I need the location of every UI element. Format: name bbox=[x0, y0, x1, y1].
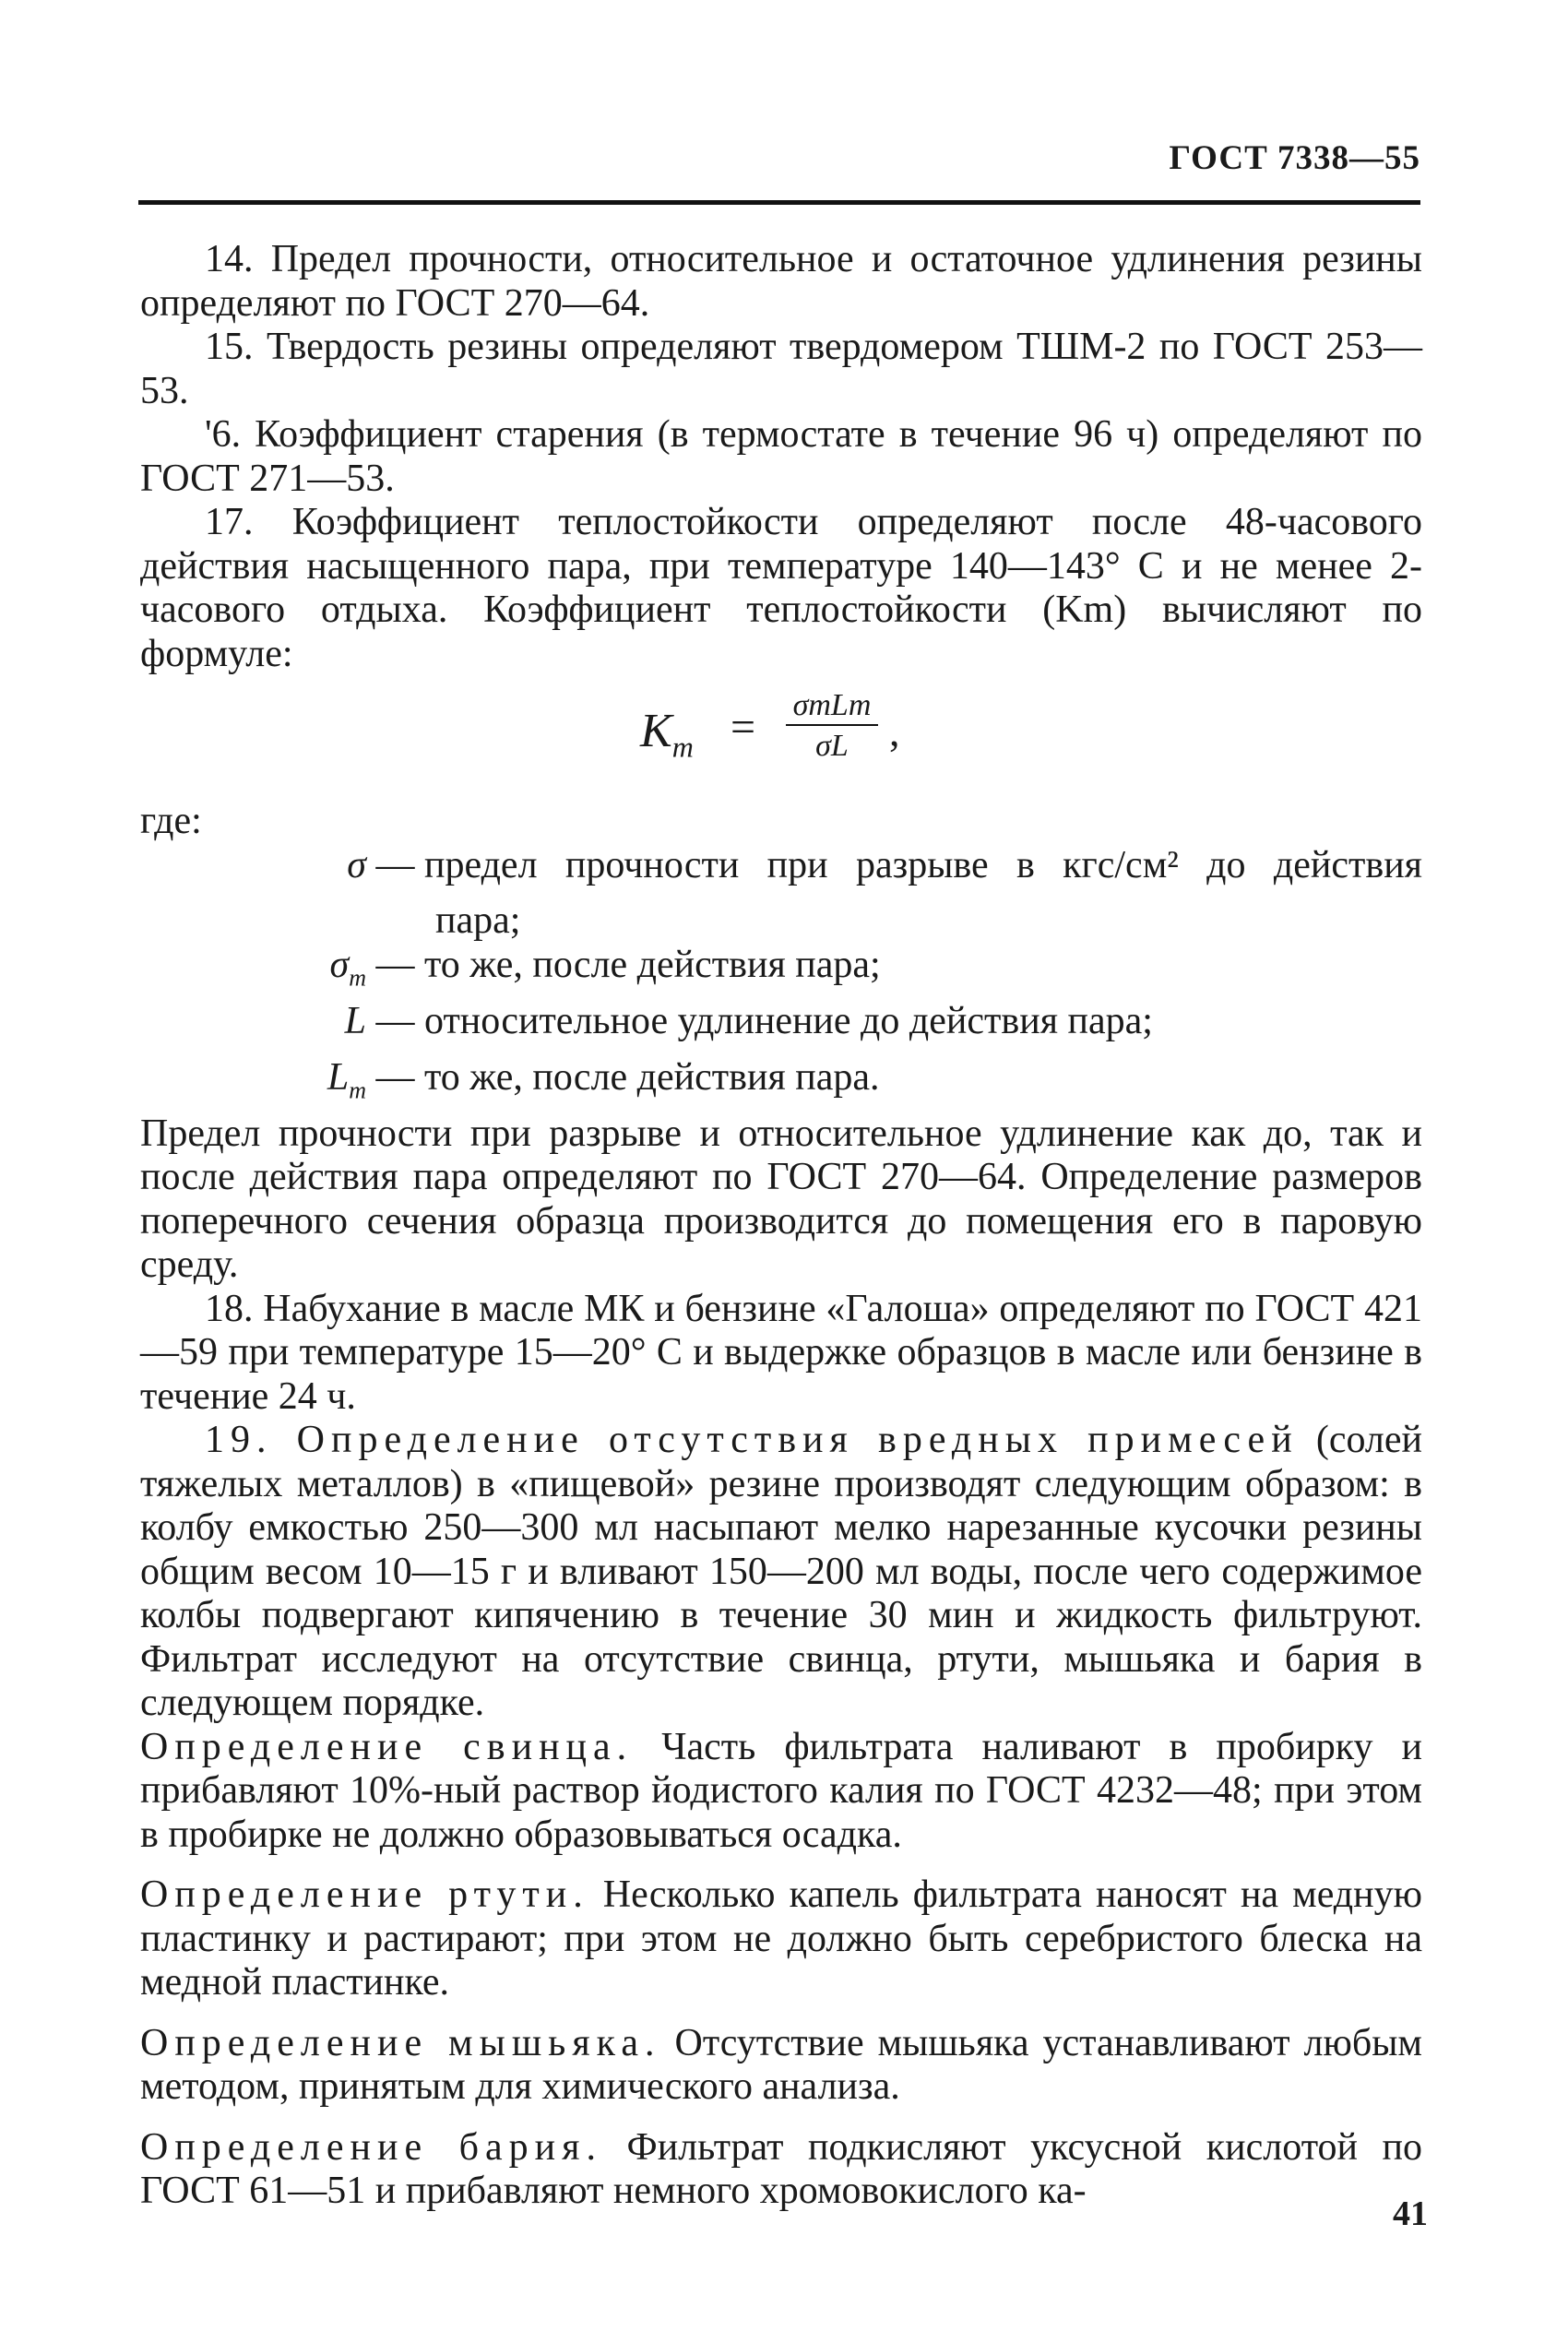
arsenic-text: Отсутствие мышьяка устанавливают любым методом, принятым для химического анализа. bbox=[140, 2021, 1423, 2109]
paragraph-19-text: (солей тяжелых металлов) в «пищевой» резине производят следующим образом: в колбу емкостью 250—300 мл насыпают мелко нарезанные кусочки резины общим весом 10—15 г и вливают 150—200 мл воды, после чего содержимое колбы подвергают кипячению в течение 30 мин и жидкость фильтруют. Фильтрат исследуют на отсутствие свинца, ртути, мышьяка и бария в следующем порядке. bbox=[140, 1419, 1423, 1725]
paragraph-barium bbox=[140, 2126, 1422, 2214]
definition-symbol: $\sigma_m$ bbox=[329, 943, 366, 992]
barium-title: Определение бария. bbox=[140, 2125, 602, 2169]
formula-lhs: $K_m$ bbox=[640, 705, 694, 764]
mercury-text: Несколько капель фильтрата наносят на медную пластинку и растирают; при этом не должно быть серебристого блеска на медной пластинке. bbox=[140, 1873, 1423, 2004]
definition-text: то же, после действия пара; bbox=[424, 943, 881, 986]
paragraph-18: 18. Набухание в масле МК и бензине «Галоша» определяют по ГОСТ 421—59 при температуре 15—20° С и выдержке образцов в масле или бензине в течение 24 ч. bbox=[140, 1287, 1422, 1418]
paragraph-after-definitions: Предел прочности при разрыве и относительное удлинение как до, так и после действия пара определяют по ГОСТ 270—64. Определение размеров поперечного сечения образца производится до помещения его в паровую среду. bbox=[140, 1112, 1422, 1287]
definition-item: L — относительное удлинение до действия пара; bbox=[140, 1000, 1422, 1056]
formula-numerator: σmLm bbox=[786, 687, 878, 726]
definition-symbol: σ bbox=[347, 843, 366, 886]
definition-continuation: пара; bbox=[435, 899, 521, 943]
paragraph-mercury bbox=[140, 1873, 1422, 2005]
document-body bbox=[140, 238, 1422, 2214]
paragraph-19-title: 19. Определение отсутствия вредных примесей bbox=[205, 1419, 1299, 1462]
definition-item: σ — предел прочности при разрыве в кгс/см² до действия bbox=[140, 844, 1422, 900]
barium-text: Фильтрат подкисляют уксусной кислотой по ГОСТ 61—51 и прибавляют немного хромовокислого ка- bbox=[140, 2125, 1422, 2213]
definition-text: то же, после действия пара. bbox=[424, 1055, 880, 1099]
formula-comma: , bbox=[889, 708, 900, 755]
paragraph-lead bbox=[140, 1726, 1422, 1858]
lead-text: Часть фильтрата наливают в пробирку и прибавляют 10%-ный раствор йодистого калия по ГОСТ 4232—48; при этом в пробирке не должно образовываться осадка. bbox=[140, 1725, 1422, 1856]
definition-item: $L_m$ — то же, после действия пара. bbox=[140, 1056, 1422, 1112]
heat-resistance-formula bbox=[140, 684, 1422, 794]
definition-symbol: L bbox=[344, 999, 366, 1042]
definition-item: $\sigma_m$ — то же, после действия пара; bbox=[140, 944, 1422, 1000]
paragraph-14: 14. Предел прочности, относительное и остаточное удлинения резины определяют по ГОСТ 270—64. bbox=[140, 238, 1422, 325]
definition-text: предел прочности при разрыве в кгс/см² до действия bbox=[424, 843, 1422, 886]
paragraph-15: 15. Твердость резины определяют твердомером ТШМ-2 по ГОСТ 253—53. bbox=[140, 326, 1422, 412]
definition-list bbox=[140, 844, 1422, 1112]
paragraph-19 bbox=[140, 1419, 1422, 1726]
header-rule bbox=[138, 200, 1420, 205]
paragraph-17: 17. Коэффициент теплостойкости определяют после 48-часового действия насыщенного пара, при температуре 140—143° С и не менее 2-часового отдыха. Коэффициент теплостойкости (Km) вычисляют по формуле: bbox=[140, 501, 1422, 675]
lead-title: Определение свинца. bbox=[140, 1725, 634, 1768]
mercury-title: Определение ртути. bbox=[140, 1873, 589, 1917]
standard-number: ГОСТ 7338—55 bbox=[1169, 139, 1420, 177]
formula-fraction bbox=[786, 687, 878, 767]
paragraph-16: '6. Коэффициент старения (в термостате в течение 96 ч) определяют по ГОСТ 271—53. bbox=[140, 413, 1422, 500]
where-label: где: bbox=[140, 800, 202, 842]
formula-denominator: σL bbox=[815, 729, 849, 763]
page-header bbox=[138, 138, 1420, 205]
formula-equals: = bbox=[731, 703, 756, 752]
paragraph-arsenic bbox=[140, 2022, 1422, 2110]
definition-symbol: $L_m$ bbox=[327, 1055, 366, 1104]
definition-text: относительное удлинение до действия пара; bbox=[424, 999, 1153, 1042]
arsenic-title: Определение мышьяка. bbox=[140, 2021, 661, 2064]
page-number: 41 bbox=[1393, 2194, 1428, 2233]
